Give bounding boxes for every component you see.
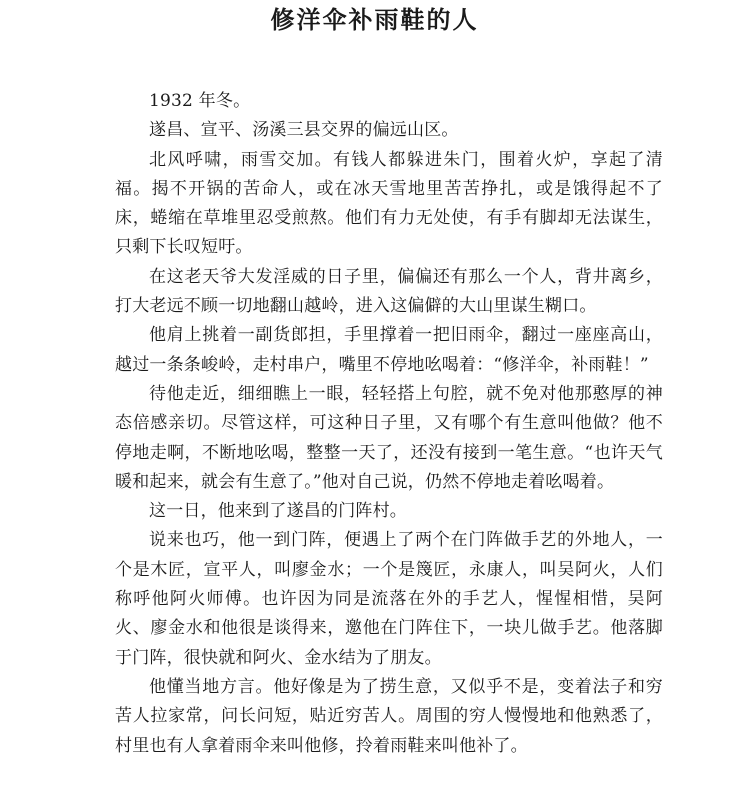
paragraph: 北风呼啸，雨雪交加。有钱人都躲进朱门，围着火炉，享起了清福。揭不开锅的苦命人，或在冰天雪地里苦苦挣扎，或是饿得起不了床，蜷缩在草堆里忍受煎熬。他们有力无处使，有手有脚却无法谋生，只剩下长叹短吁。 [115, 149, 663, 258]
page-title: 修洋伞补雨鞋的人 [270, 6, 479, 34]
body-text [115, 87, 663, 761]
paragraph: 1932 年冬。 [149, 91, 251, 111]
paragraph: 待他走近，细细瞧上一眼，轻轻搭上句腔，就不免对他那憨厚的神态倍感亲切。尽管这样，可这种日子里，又有哪个有生意叫他做？他不停地走啊，不断地吆喝，整整一天了，还没有接到一笔生意。“也许天气暖和起来，就会有生意了。”他对自己说，仍然不停地走着吆喝着。 [115, 383, 663, 492]
paragraph: 他肩上挑着一副货郎担，手里撑着一把旧雨伞，翻过一座座高山，越过一条条峻岭，走村串户，嘴里不停地吆喝着：“修洋伞，补雨鞋！” [115, 325, 663, 375]
paragraph: 这一日，他来到了遂昌的门阵村。 [149, 501, 407, 522]
paragraph: 在这老天爷大发淫威的日子里，偏偏还有那么一个人，背井离乡，打大老远不顾一切地翻山越岭，进入这偏僻的大山里谋生糊口。 [115, 266, 663, 317]
paragraph: 遂昌、宣平、汤溪三县交界的偏远山区。 [149, 120, 459, 141]
paragraph: 说来也巧，他一到门阵，便遇上了两个在门阵做手艺的外地人，一个是木匠，宣平人，叫廖金水；一个是篾匠，永康人，叫吴阿火，人们称呼他阿火师傅。也许因为同是流落在外的手艺人，惺惺相惜，吴阿火、廖金水和他很是谈得来，邀他在门阵住下，一块儿做手艺。他落脚于门阵，很快就和阿火、金水结为了朋友。 [115, 530, 663, 668]
paragraph: 他懂当地方言。他好像是为了捞生意，又似乎不是，变着法子和穷苦人拉家常，问长问短，贴近穷苦人。周围的穷人慢慢地和他熟悉了，村里也有人拿着雨伞来叫他修，拎着雨鞋来叫他补了。 [115, 676, 663, 756]
